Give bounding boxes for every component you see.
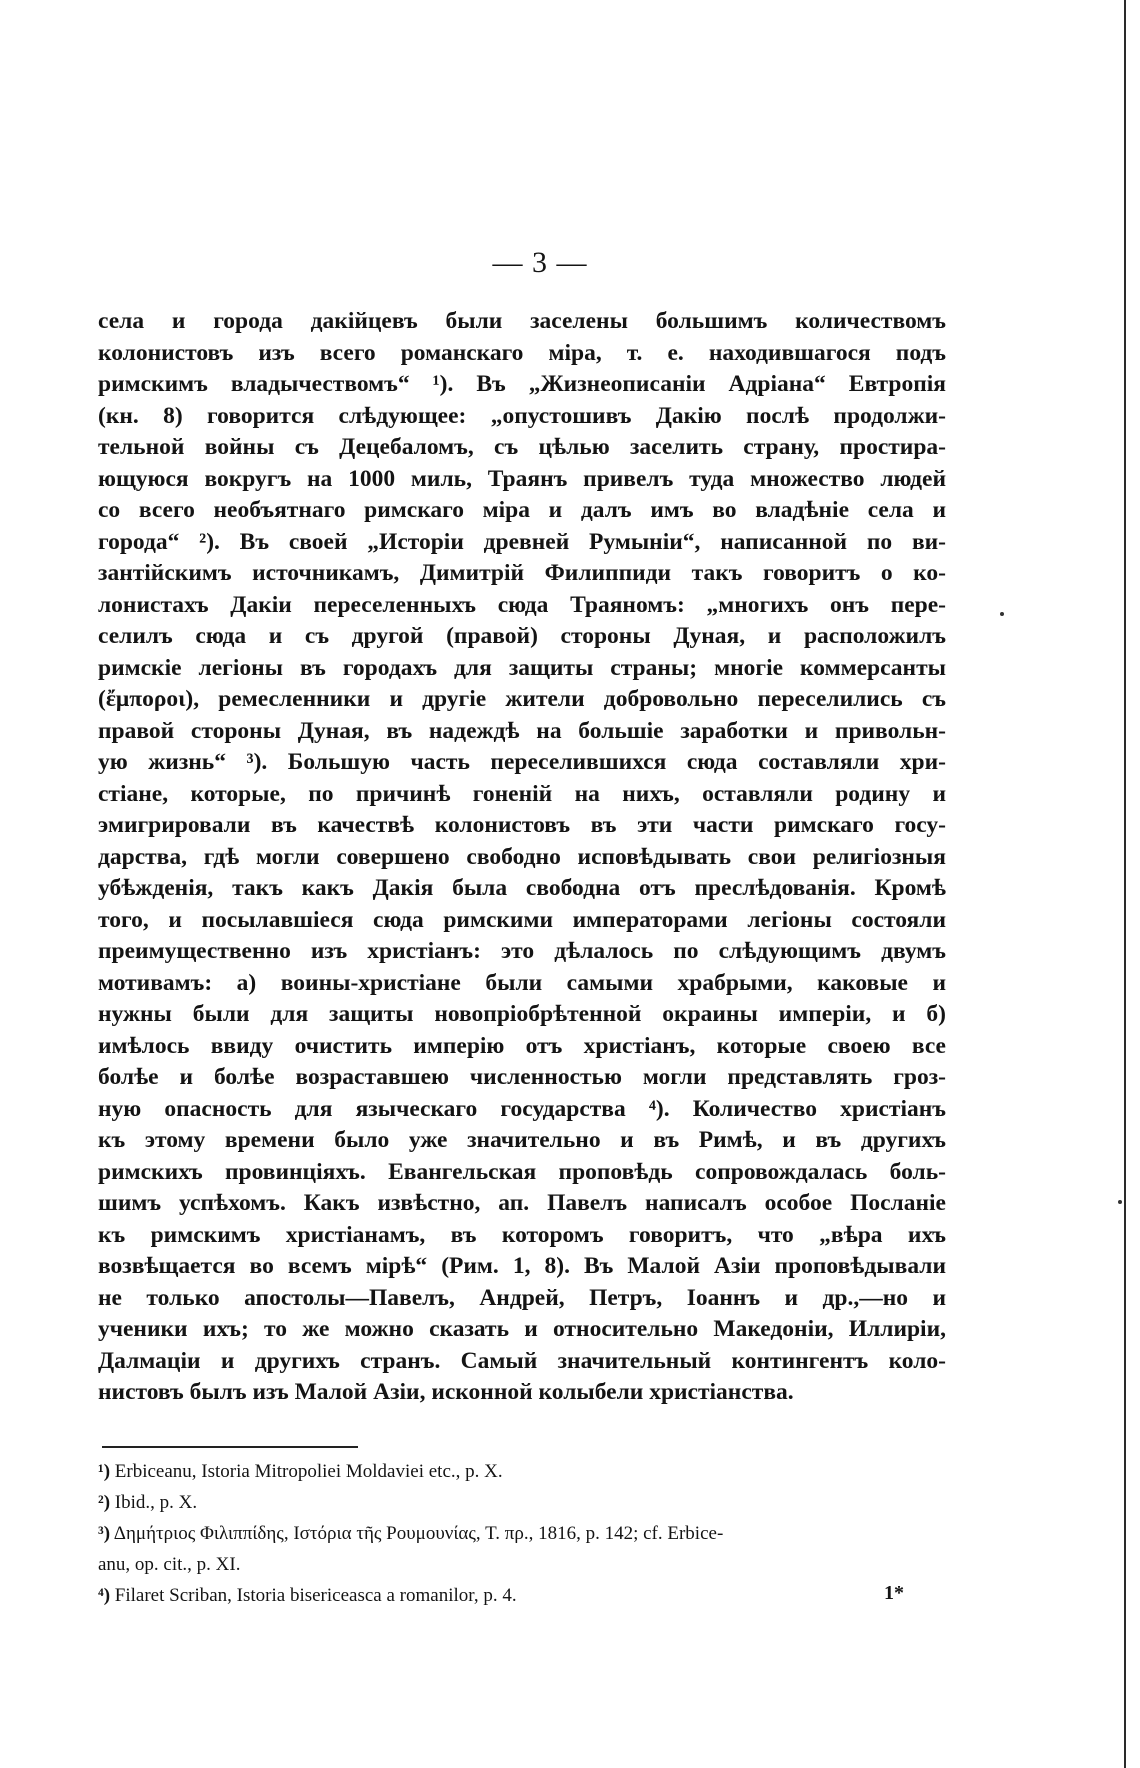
footnote-continuation — [98, 1549, 946, 1580]
footnote-marker: ¹) — [98, 1461, 111, 1482]
footnote — [98, 1456, 946, 1487]
text-line: къ этому времени было уже значительно и въ Римѣ, и въ другихъ — [98, 1127, 946, 1153]
footnote — [98, 1518, 946, 1549]
text-line: нистовъ былъ изъ Малой Азіи, исконной колыбели христіанства. — [98, 1379, 794, 1405]
text-line: римскіе легіоны въ городахъ для защиты страны; многіе коммерсанты — [98, 654, 946, 681]
print-speck — [1000, 612, 1004, 616]
text-line: (ἔμποροι), ремесленники и другіе жители добровольно переселились съ — [98, 686, 946, 712]
text-line: колонистовъ изъ всего романскаго міра, т. е. находившагося подъ — [98, 339, 946, 366]
text-line: имѣлось ввиду очистить имперію отъ христіанъ, которые своею все — [98, 1032, 946, 1059]
text-line: нужны были для защиты новопріобрѣтенной окраины имперіи, и б) — [98, 1001, 946, 1027]
text-line: мотивамъ: а) воины-христіане были самыми храбрыми, каковые и — [98, 969, 946, 996]
text-line: селилъ сюда и съ другой (правой) стороны Дуная, и расположилъ — [98, 623, 946, 649]
text-line: тельной войны съ Децебаломъ, съ цѣлью заселить страну, простира- — [98, 434, 946, 460]
text-line: Далмаціи и другихъ странъ. Самый значительный контингентъ коло- — [98, 1347, 946, 1374]
text-line: преимущественно изъ христіанъ: это дѣлалось по слѣдующимъ двумъ — [98, 938, 946, 964]
text-line: болѣе и болѣе возраставшею численностью могли представлять гроз- — [98, 1064, 946, 1090]
text-line: зантійскимъ источникамъ, Димитрій Филиппиди такъ говоритъ о ко- — [98, 560, 946, 586]
text-line: римскихъ провинціяхъ. Евангельская проповѣдь сопровождалась боль- — [98, 1158, 946, 1185]
text-line: шимъ успѣхомъ. Какъ извѣстно, ап. Павелъ написалъ особое Посланіе — [98, 1190, 946, 1216]
print-speck — [1118, 1200, 1122, 1204]
text-line: лонистахъ Дакіи переселенныхъ сюда Траяномъ: „многихъ онъ пере- — [98, 591, 946, 618]
footnote-text: Filaret Scriban, Istoria bisericeasca a romanilor, p. 4. — [114, 1585, 517, 1606]
text-line: къ римскимъ христіанамъ, въ которомъ говоритъ, что „вѣра ихъ — [98, 1221, 946, 1248]
footnote-text: Erbiceanu, Istoria Mitropoliei Moldaviei etc., p. X. — [114, 1461, 503, 1482]
footnote-text: Δημήτριος Φιλιππίδης, Ιστόρια τῆς Ρουμουνίας, Τ. πρ., 1816, p. 142; cf. Erbice- — [113, 1523, 724, 1544]
text-line: со всего необъятнаго римскаго міра и далъ имъ во владѣніе села и — [98, 497, 946, 523]
sheet-signature: 1* — [884, 1582, 904, 1604]
footnote — [98, 1580, 946, 1611]
text-line: того, и посылавшіеся сюда римскими императорами легіоны состояли — [98, 906, 946, 933]
text-line: возвѣщается во всемъ мірѣ“ (Рим. 1, 8). Въ Малой Азіи проповѣдывали — [98, 1253, 946, 1279]
text-line: дарства, гдѣ могли совершено свободно исповѣдывать свои религіозныя — [98, 843, 946, 870]
text-line: города“ ²). Въ своей „Исторіи древней Румыніи“, написанной по ви- — [98, 528, 946, 555]
page-edge-line — [1124, 0, 1126, 1768]
footnote-marker: ³) — [98, 1523, 111, 1544]
footnote-text: anu, op. cit., p. XI. — [98, 1554, 241, 1575]
footnote-divider — [102, 1446, 358, 1448]
footnotes — [98, 1456, 946, 1611]
text-line: ющуюся вокругъ на 1000 миль, Траянъ привелъ туда множество людей — [98, 465, 946, 492]
footnote-text: Ibid., p. X. — [114, 1492, 198, 1513]
text-line: стіане, которые, по причинѣ гоненій на нихъ, оставляли родину и — [98, 780, 946, 807]
text-line: (кн. 8) говорится слѣдующее: „опустошивъ Дакію послѣ продолжи- — [98, 402, 946, 429]
footnote-marker: ²) — [98, 1492, 111, 1513]
text-line: убѣжденія, такъ какъ Дакія была свободна отъ преслѣдованія. Кромѣ — [98, 875, 946, 901]
body-text — [98, 306, 946, 1409]
text-line: римскимъ владычествомъ“ ¹). Въ „Жизнеописаніи Адріана“ Евтропія — [98, 371, 946, 397]
text-line: ную опасность для языческаго государства ⁴). Количество христіанъ — [98, 1095, 946, 1122]
text-line: ую жизнь“ ³). Большую часть переселившихся сюда составляли хри- — [98, 749, 946, 775]
page-number: — 3 — — [492, 246, 588, 279]
footnote-marker: ⁴) — [98, 1585, 111, 1606]
text-line: села и города дакійцевъ были заселены большимъ количествомъ — [98, 308, 946, 334]
footnote — [98, 1487, 946, 1518]
text-line: не только апостолы—Павелъ, Андрей, Петръ, Іоаннъ и др.,—но и — [98, 1284, 946, 1311]
text-line: правой стороны Дуная, въ надеждѣ на большіе заработки и привольн- — [98, 717, 946, 744]
text-line: ученики ихъ; то же можно сказать и относительно Македоніи, Иллиріи, — [98, 1316, 946, 1342]
text-line: эмигрировали въ качествѣ колонистовъ въ эти части римскаго госу- — [98, 812, 946, 838]
